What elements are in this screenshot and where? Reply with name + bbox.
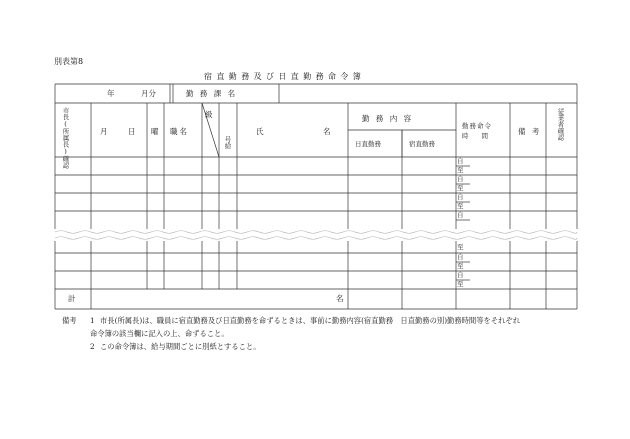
duty-section-label: 勤 務 課 名 — [186, 89, 238, 98]
note-2-line-1: この命令簿は、給与期間ごとに別紙とすること。 — [100, 342, 261, 351]
col-position: 職名 — [170, 127, 189, 136]
time-from-mark: 自 — [457, 253, 464, 261]
col-grade: 級 — [205, 110, 213, 119]
col-weekday: 曜 — [151, 127, 159, 136]
col-night-duty: 宿直勤務 — [409, 140, 435, 148]
note-1-line-1: 市長(所属長)は、職員に宿直勤務及び日直勤務を命ずるときは、事前に勤務内容(宿直勤務 日直勤務の別)勤務時間等をそれぞれ — [100, 316, 521, 325]
note-2-number: 2 — [90, 342, 95, 351]
time-to-mark: 至 — [457, 262, 464, 270]
col-name-shi: 氏 — [256, 127, 264, 136]
header-month-label: 月分 — [141, 89, 156, 98]
col-day: 日 — [128, 127, 136, 136]
time-to-mark: 至 — [457, 243, 464, 251]
time-to-mark: 至 — [457, 202, 464, 210]
document-title: 宿直勤務及び日直勤務命令簿 — [204, 72, 366, 81]
col-pay-number: 号給 — [223, 136, 232, 149]
time-from-mark: 自 — [457, 211, 464, 219]
col-staff-confirm: 従業者確認 — [556, 108, 565, 141]
total-label: 計 — [68, 294, 76, 303]
header-year-label: 年 — [107, 89, 115, 98]
note-1-number: 1 — [90, 316, 95, 325]
time-from-mark: 自 — [457, 271, 464, 279]
time-to-mark: 至 — [457, 184, 464, 192]
col-mayor-confirm: 市長(所属長)確認 — [61, 107, 70, 169]
col-order-time-line1: 勤務命令 — [462, 122, 492, 130]
time-from-mark: 自 — [457, 193, 464, 201]
note-1-line-2: 命令簿の該当欄に記入の上、命ずること。 — [90, 329, 229, 338]
col-duty-content: 勤 務 内 容 — [362, 114, 414, 123]
time-from-mark: 自 — [457, 175, 464, 183]
form-label: 別表第8 — [54, 57, 84, 66]
col-name-mei: 名 — [323, 127, 331, 136]
col-order-time-line2: 時 間 — [462, 132, 488, 140]
notes-heading: 備考 — [62, 316, 77, 325]
col-day-duty: 日直勤務 — [355, 140, 381, 148]
col-remarks: 備 考 — [518, 127, 542, 136]
col-month: 月 — [100, 127, 108, 136]
time-from-mark: 自 — [457, 157, 464, 165]
time-to-mark: 至 — [457, 166, 464, 174]
total-name-mark: 名 — [336, 294, 344, 303]
time-to-mark: 至 — [457, 280, 464, 288]
